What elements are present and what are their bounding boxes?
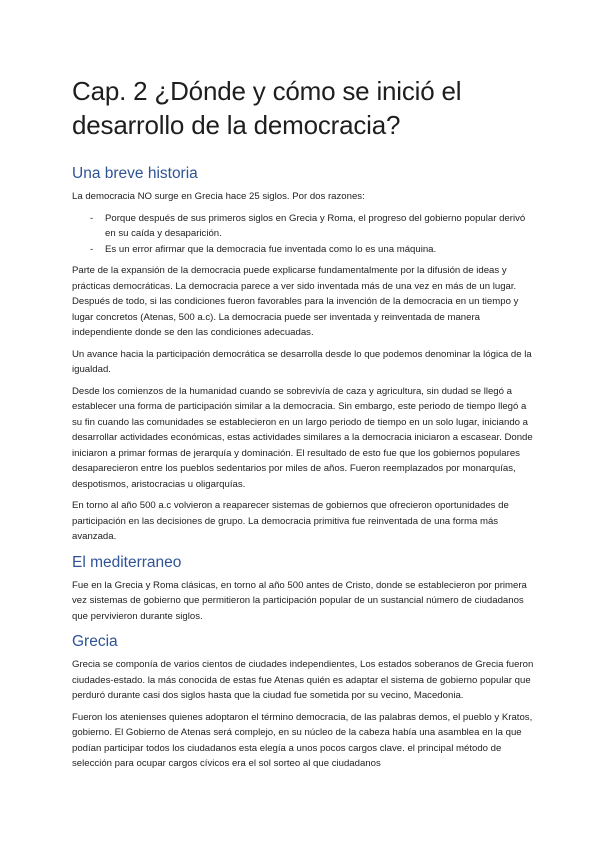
section-grecia: [72, 632, 534, 772]
bullet-list: [72, 211, 534, 258]
section-intro: La democracia NO surge en Grecia hace 25 siglos. Por dos razones:: [72, 191, 365, 202]
list-item-text: Es un error afirmar que la democracia fue inventada como lo es una máquina.: [105, 243, 437, 255]
list-item: [72, 242, 534, 258]
dash-bullet: -: [90, 212, 94, 224]
section-breve-historia: [72, 164, 534, 545]
section-heading: El mediterraneo: [72, 553, 182, 571]
section-heading: Una breve historia: [72, 165, 198, 182]
paragraph: Fueron los atenienses quienes adoptaron el término democracia, de las palabras demos, el pueblo y Kratos, gobierno. El Gobierno de Atenas será complejo, en su núcleo de la cabeza había una asamblea en la que podían participar todos los ciudadanos esta elegía a unos pocos cargos clave. el principal método de selección para ocupar cargos cívicos era el sol sorteo al que ciudadanos: [72, 711, 533, 769]
list-item-text: Porque después de sus primeros siglos en Grecia y Roma, el progreso del gobierno popular derivó en su caída y desaparición.: [105, 212, 526, 239]
page-title: Cap. 2 ¿Dónde y cómo se inició el desarrollo de la democracia?: [72, 76, 462, 140]
list-item: [72, 211, 534, 242]
paragraph: Parte de la expansión de la democracia puede explicarse fundamentalmente por la difusión de ideas y prácticas democráticas. La democracia parece a ver sido inventada más de una vez en más de un lugar. Después de todo, si las condiciones fueron favorables para la invención de la democracia en un tiempo y lugar concretos (Atenas, 500 a.c). La democracia puede ser inventada y reinventada de manera independiente donde se den las condiciones adecuadas.: [72, 265, 519, 338]
paragraph: Un avance hacia la participación democrática se desarrolla desde lo que podemos denominar la lógica de la igualdad.: [72, 348, 532, 375]
paragraph: En torno al año 500 a.c volvieron a reaparecer sistemas de gobiernos que ofrecieron oportunidades de participación en las decisiones de grupo. La democracia primitiva fue reinventada de una forma más avanzada.: [72, 500, 509, 542]
paragraph: Fue en la Grecia y Roma clásicas, en torno al año 500 antes de Cristo, donde se establecieron por primera vez sistemas de gobierno que permitieron la participación popular de un sustancial número de ciudadanos que pervivieron durante siglos.: [72, 579, 527, 622]
paragraph: Desde los comienzos de la humanidad cuando se sobrevivía de caza y agricultura, sin dudad se llegó a establecer una forma de participación similar a la democracia. Sin embargo, este periodo de tiempo llegó a su fin cuando las comunidades se establecieron en un largo periodo de tiempo en un solo lugar, iniciando a desarrollar actividades económicas, estas actividades similares a la democracia iniciaron a escasear. Donde iniciaron a primar formas de jerarquía y dominación. El resultado de esto fue que los gobiernos populares desaparecieron entre los pueblos sedentarios por miles de años. Fueron reemplazados por monarquías, despotismos, aristocracias u oligarquías.: [72, 385, 533, 490]
paragraph: Grecia se componía de varios cientos de ciudades independientes, Los estados soberanos de Grecia fueron ciudades-estado. la más conocida de estas fue Atenas quién es adaptar el sistema de gobierno popular que perduró durante casi dos siglos hasta que la ciudad fue sometida por su vecino, Macedonia.: [72, 659, 534, 701]
section-heading: Grecia: [72, 633, 118, 650]
section-mediterraneo: [72, 553, 534, 625]
dash-bullet: -: [90, 243, 94, 255]
